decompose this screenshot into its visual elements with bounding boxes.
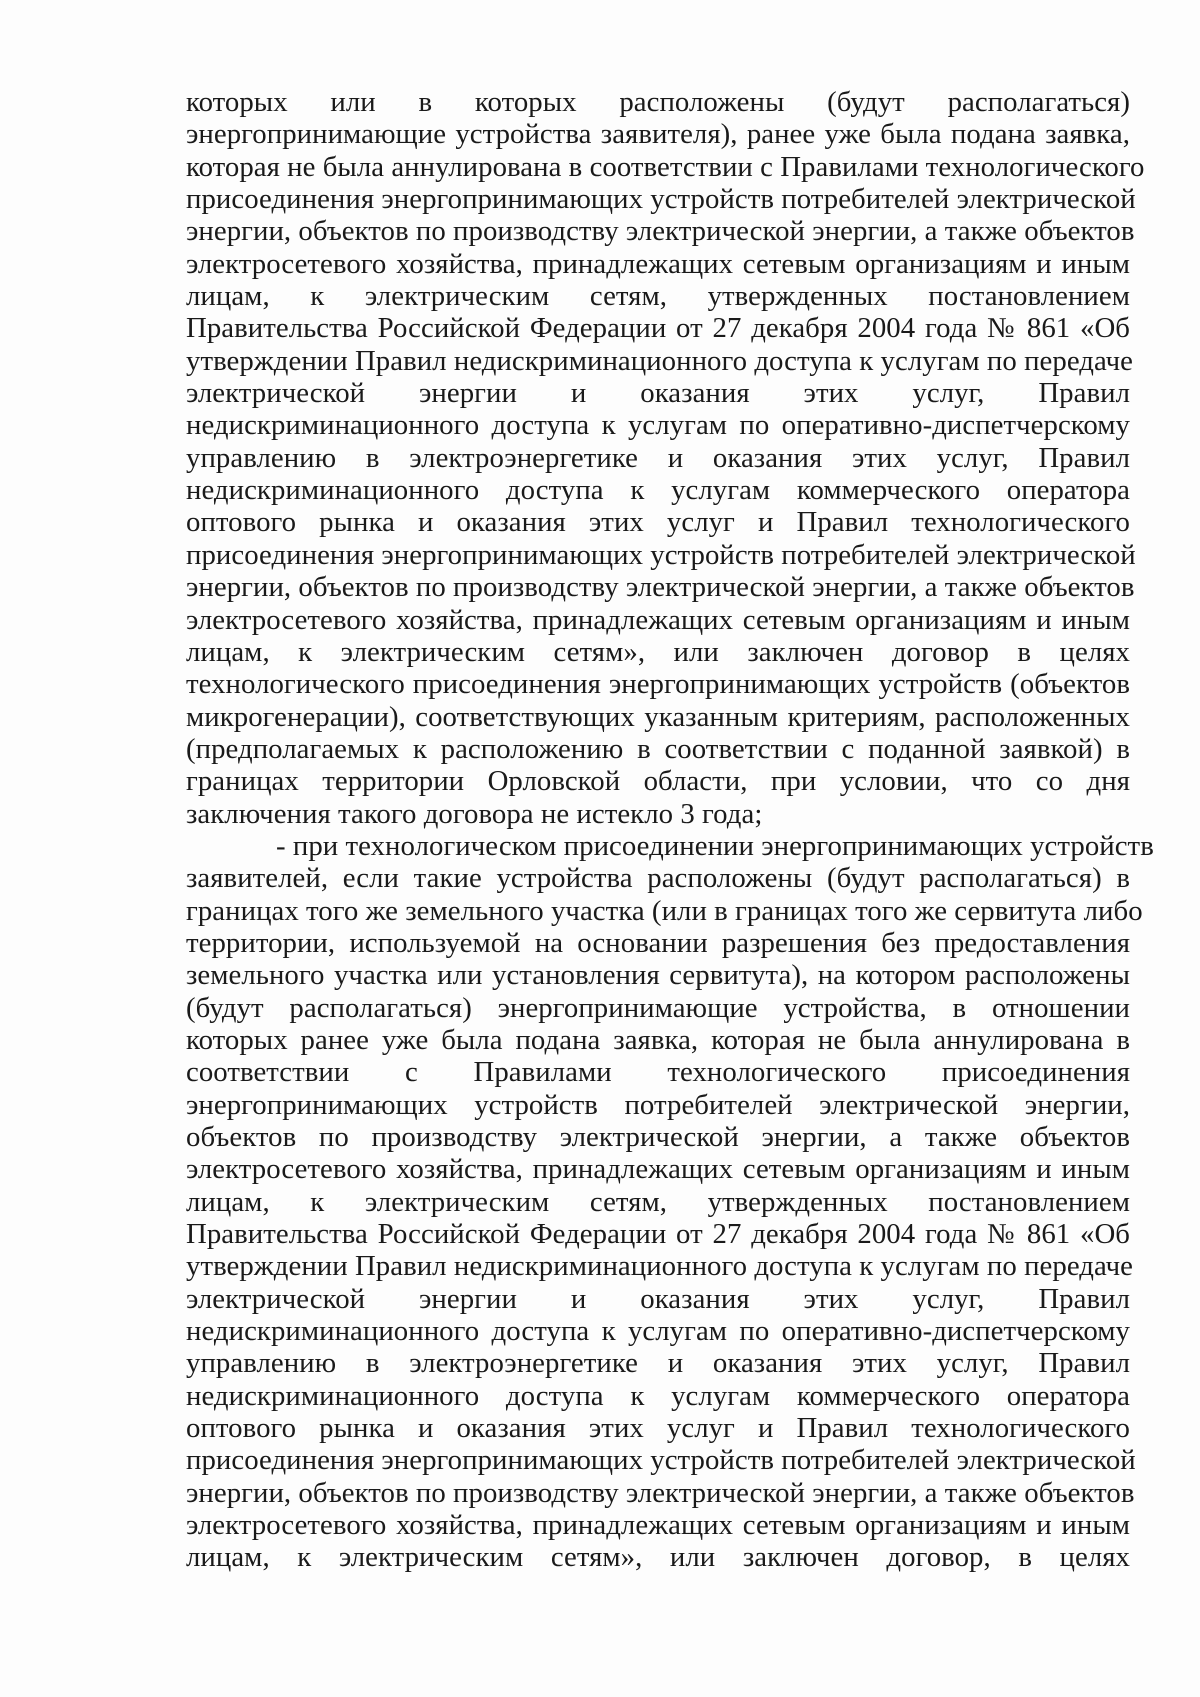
text-line: управлению в электроэнергетике и оказания этих услуг, Правил xyxy=(186,441,1130,474)
text-line: - при технологическом присоединении энергопринимающих устройств xyxy=(276,829,1154,862)
text-line: лицам, к электрическим сетям», или заключен договор в целях xyxy=(186,635,1130,668)
text-line: присоединения энергопринимающих устройств потребителей электрической xyxy=(186,1444,1136,1477)
text-line: электрической энергии и оказания этих услуг, Правил xyxy=(186,377,1130,410)
text-line: энергии, объектов по производству электрической энергии, а также объектов xyxy=(186,571,1135,604)
text-line: утверждении Правил недискриминационного доступа к услугам по передаче xyxy=(186,344,1134,377)
text-line: присоединения энергопринимающих устройств потребителей электрической xyxy=(186,538,1136,571)
text-line: которых или в которых расположены (будут располагаться) xyxy=(186,86,1130,118)
text-line: электрической энергии и оказания этих услуг, Правил xyxy=(186,1282,1130,1315)
text-line: границах того же земельного участка (или в границах того же сервитута либо xyxy=(186,894,1143,927)
text-line: лицам, к электрическим сетям», или заключен договор, в целях xyxy=(186,1541,1130,1574)
text-line: электросетевого хозяйства, принадлежащих сетевым организациям и иным xyxy=(186,247,1130,280)
text-line: земельного участка или установления сервитута), на котором расположены xyxy=(186,959,1130,992)
text-line: территории, используемой на основании разрешения без предоставления xyxy=(186,926,1130,959)
text-line: границах территории Орловской области, при условии, что со дня xyxy=(186,765,1130,798)
text-line: микрогенерации), соответствующих указанным критериям, расположенных xyxy=(186,700,1130,733)
document-body-text xyxy=(186,86,1154,1574)
text-line: недискриминационного доступа к услугам по оперативно-диспетчерскому xyxy=(186,1315,1130,1348)
text-line: утверждении Правил недискриминационного доступа к услугам по передаче xyxy=(186,1250,1134,1283)
text-line: электросетевого хозяйства, принадлежащих сетевым организациям и иным xyxy=(186,1509,1130,1542)
text-line: заявителей, если такие устройства расположены (будут располагаться) в xyxy=(186,862,1130,895)
text-line: которых ранее уже была подана заявка, которая не была аннулирована в xyxy=(186,1023,1130,1056)
text-line: соответствии с Правилами технологического присоединения xyxy=(186,1056,1130,1089)
text-line: энергопринимающие устройства заявителя), ранее уже была подана заявка, xyxy=(186,118,1130,151)
text-line: энергии, объектов по производству электрической энергии, а также объектов xyxy=(186,215,1135,248)
text-line: технологического присоединения энергопринимающих устройств (объектов xyxy=(186,668,1130,701)
text-line: которая не была аннулирована в соответствии с Правилами технологического xyxy=(186,150,1145,183)
text-line: оптового рынка и оказания этих услуг и Правил технологического xyxy=(186,506,1130,539)
text-line: электросетевого хозяйства, принадлежащих сетевым организациям и иным xyxy=(186,1153,1130,1186)
text-line: управлению в электроэнергетике и оказания этих услуг, Правил xyxy=(186,1347,1130,1380)
text-line: объектов по производству электрической энергии, а также объектов xyxy=(186,1121,1130,1153)
text-line: недискриминационного доступа к услугам коммерческого оператора xyxy=(186,474,1130,507)
text-line: Правительства Российской Федерации от 27 декабря 2004 года № 861 «Об xyxy=(186,312,1130,345)
text-line: (предполагаемых к расположению в соответствии с поданной заявкой) в xyxy=(186,732,1130,765)
text-line: энергопринимающих устройств потребителей электрической энергии, xyxy=(186,1088,1130,1121)
text-line: лицам, к электрическим сетям, утвержденных постановлением xyxy=(186,280,1130,313)
text-line: оптового рынка и оказания этих услуг и Правил технологического xyxy=(186,1412,1130,1445)
text-line: электросетевого хозяйства, принадлежащих сетевым организациям и иным xyxy=(186,603,1130,636)
text-line: (будут располагаться) энергопринимающие устройства, в отношении xyxy=(186,991,1130,1024)
text-line: присоединения энергопринимающих устройств потребителей электрической xyxy=(186,183,1136,216)
text-line: недискриминационного доступа к услугам коммерческого оператора xyxy=(186,1379,1130,1412)
text-line: заключения такого договора не истекло 3 года; xyxy=(186,797,763,830)
text-line: недискриминационного доступа к услугам по оперативно-диспетчерскому xyxy=(186,409,1130,442)
text-line: энергии, объектов по производству электрической энергии, а также объектов xyxy=(186,1476,1135,1509)
text-line: Правительства Российской Федерации от 27 декабря 2004 года № 861 «Об xyxy=(186,1218,1130,1251)
text-line: лицам, к электрическим сетям, утвержденных постановлением xyxy=(186,1185,1130,1218)
